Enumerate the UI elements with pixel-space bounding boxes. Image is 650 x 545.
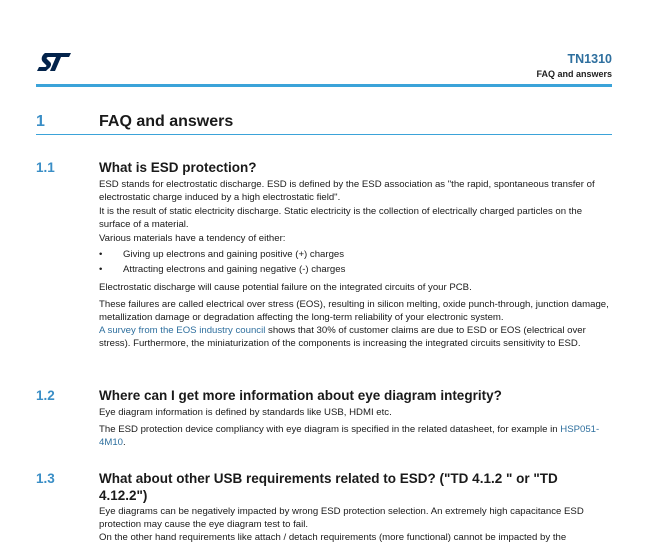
section-divider <box>36 134 612 135</box>
bullet-icon: • <box>99 249 103 260</box>
section-title: FAQ and answers <box>99 113 234 130</box>
subsection-title-continued: 4.12.2") <box>99 488 148 503</box>
paragraph: On the other hand requirements like attach / detach requirements (more functional) cannot be impacted by the <box>99 532 567 543</box>
paragraph: Eye diagram information is defined by standards like USB, HDMI etc. <box>99 407 392 418</box>
paragraph: It is the result of static electricity discharge. Static electricity is the collection of electrically charged particles on the surface of a material. <box>99 206 583 230</box>
paragraph: Electrostatic discharge will cause potential failure on the integrated circuits of your PCB. <box>99 282 472 293</box>
list-item-text: Giving up electrons and gaining positive (+) charges <box>123 249 345 260</box>
datasheet-link[interactable]: HSP051-4M10 <box>99 424 600 448</box>
bullet-icon: • <box>99 264 103 275</box>
paragraph: Eye diagrams can be negatively impacted by wrong ESD protection selection. An extremely high capacitance ESD protection may cause the eye diagram test to fail. <box>99 506 584 530</box>
paragraph: ESD stands for electrostatic discharge. ESD is defined by the ESD association as "the rapid, spontaneous transfer of electrostatic charge induced by a high electrostatic field". <box>99 179 595 203</box>
section-number: 1 <box>36 113 45 130</box>
paragraph: Various materials have a tendency of either: <box>99 233 286 244</box>
subsection-number: 1.2 <box>36 388 55 403</box>
subsection-title: What is ESD protection? <box>99 160 257 175</box>
paragraph <box>99 325 614 350</box>
header-divider <box>36 84 612 87</box>
subsection-title: What about other USB requirements related to ESD? ("TD 4.1.2 " or "TD <box>99 471 558 486</box>
paragraph: These failures are called electrical over stress (EOS), resulting in silicon melting, oxide punch-through, junction damage, metallization damage or degradation affecting the long-term reliability of your electronic system. <box>99 299 609 323</box>
subsection-number: 1.1 <box>36 160 55 175</box>
paragraph <box>99 424 614 449</box>
st-logo-icon <box>36 52 72 72</box>
list-item-text: Attracting electrons and gaining negative (-) charges <box>123 264 346 275</box>
paragraph-text: The ESD protection device compliancy with eye diagram is specified in the related datasheet, for example in <box>99 424 561 435</box>
header-subtitle: FAQ and answers <box>536 69 612 79</box>
subsection-title: Where can I get more information about eye diagram integrity? <box>99 388 502 403</box>
document-id: TN1310 <box>567 52 612 66</box>
subsection-number: 1.3 <box>36 471 55 486</box>
paragraph-text: shows that 30% of customer claims are due to ESD or EOS (electrical over stress). Furthermore, the miniaturization of the components is increasing the integrated circuits sensitivity to ESD. <box>99 325 586 349</box>
paragraph-text: . <box>123 436 126 448</box>
survey-link[interactable]: A survey from the EOS industry council <box>99 325 266 336</box>
